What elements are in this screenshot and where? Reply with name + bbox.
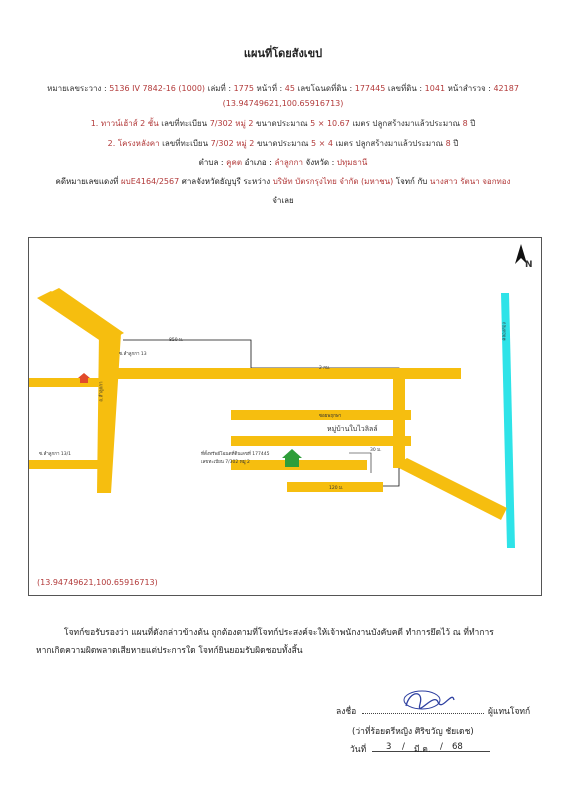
page-label: หน้าที่ : (256, 84, 283, 93)
building-1 (0, 117, 566, 130)
certify-para-2: หากเกิดความผิดพลาดเสียหายแต่ประการใด โจทก์ยินยอมรับผิดชอบทั้งสิ้น (36, 646, 303, 656)
coords-line: (13.94749621,100.65916713) (222, 99, 344, 108)
land-value: 1041 (424, 84, 446, 93)
building-2-size: 5 × 4 (310, 139, 333, 148)
dist-120m: 120 ม. (329, 486, 344, 491)
district-value: ลำลูกกา (274, 158, 303, 167)
building-2-t1: เลขที่ทะเบียน (162, 139, 209, 148)
building-1-reg: 7/302 หมู่ 2 (209, 119, 254, 128)
road-soi13-1 (29, 460, 105, 469)
date-day: 3 (386, 742, 392, 752)
soi-label: ซอยพฤกษา (319, 414, 342, 419)
signature-image (400, 686, 460, 714)
plaintiff: บริษัท บัตรกรุงไทย จำกัด (มหาชน) (272, 177, 394, 186)
road-village-2 (231, 436, 411, 446)
right-diagonal-road (395, 458, 507, 520)
district-label: อำเภอ : (244, 158, 272, 167)
map-coords: (13.94749621,100.65916713) (37, 578, 158, 587)
road-main-horizontal (107, 368, 461, 379)
road-main-label: ถ.ลำลูกกา (99, 381, 105, 402)
book-label: เล่มที่ : (207, 84, 232, 93)
book-value: 1775 (233, 84, 254, 93)
building-1-t4: ปี (470, 119, 476, 128)
dist-2km: 2 กม. (319, 366, 331, 371)
signer-name: (ว่าที่ร้อยตรีหญิง ศิริขวัญ ชัยเดช) (352, 727, 474, 737)
north-label: N (525, 260, 533, 270)
deed-no-label: หมายเลขระวาง : (47, 84, 107, 93)
survey-label: หน้าสำรวจ : (447, 84, 491, 93)
case-defendant-label: จำเลย (272, 196, 294, 205)
location-line (0, 156, 566, 169)
property-label-2: เลขทะเบียน 7/302 หมู่ 2 (201, 460, 250, 465)
road-left-stub (29, 378, 107, 387)
building-1-name: ทาวน์เฮ้าส์ 2 ชั้น (100, 119, 159, 128)
building-2-name: โครงหลังคา (117, 139, 160, 148)
sign-label: ลงชื่อ (336, 707, 357, 717)
case-t2: ศาลจังหวัดธัญบุรี ระหว่าง (181, 177, 271, 186)
deed-value: 177445 (354, 84, 386, 93)
deed-line (0, 82, 566, 95)
road-village-vertical (393, 378, 405, 468)
building-2-reg: 7/302 หมู่ 2 (210, 139, 255, 148)
building-2-t4: ปี (453, 139, 459, 148)
subdistrict-label: ตำบล : (198, 158, 224, 167)
property-label-1: ที่ตั้งทรัพย์โฉนดที่ดินเลขที่ 177445 (201, 452, 270, 457)
building-1-t2: ขนาดประมาณ (256, 119, 308, 128)
building-1-t3: เมตร ปลูกสร้างมาแล้วประมาณ (352, 119, 461, 128)
sign-role: ผู้แทนโจทก์ (488, 707, 531, 717)
building-2-years: 8 (445, 139, 451, 148)
subdistrict-value: คูคต (226, 158, 243, 167)
page-title: แผนที่โดยสังเขป (243, 47, 323, 60)
main-road-vertical (97, 333, 121, 493)
dist-30m: 30 ม. (370, 448, 382, 453)
deed-label: เลขโฉนดที่ดิน : (297, 84, 353, 93)
dist-850: 850 ม. (169, 338, 184, 343)
road-soi13-label: ซ.ลำลูกกา 13 (119, 352, 147, 357)
province-value: ปทุมธานี (336, 158, 368, 167)
case-no: ผบE4164/2567 (120, 177, 180, 186)
road-soi13-1-label: ซ.ลำลูกกา 13/1 (39, 452, 72, 457)
page-value: 45 (284, 84, 295, 93)
case-t3: โจทก์ กับ (395, 177, 428, 186)
map-frame (28, 237, 542, 596)
building-2-no: 2. (107, 139, 116, 148)
building-2-t3: เมตร ปลูกสร้างมาแล้วประมาณ (335, 139, 444, 148)
certify-para-1: โจทก์ขอรับรองว่า แผนที่ดังกล่าวข้างต้น ถูกต้องตามที่โจทก์ประสงค์จะให้เจ้าพนักงานบังคับคดี ทำการยึดไว้ ณ ที่ทำการ (64, 628, 494, 638)
building-1-no: 1. (90, 119, 99, 128)
building-1-t1: เลขที่ทะเบียน (161, 119, 208, 128)
case-line (0, 175, 566, 188)
survey-value: 42187 (493, 84, 519, 93)
canal-label: คลองสอง (502, 322, 508, 341)
date-month: มี.ค. (414, 745, 431, 755)
date-sep-2: / (440, 742, 443, 752)
date-sep-1: / (402, 742, 405, 752)
date-label: วันที่ (350, 745, 367, 755)
province-label: จังหวัด : (305, 158, 335, 167)
building-2 (0, 137, 566, 150)
building-1-size: 5 × 10.67 (310, 119, 350, 128)
date-year: 68 (452, 742, 463, 752)
building-1-years: 8 (462, 119, 468, 128)
defendant: นางสาว รัตนา จอกทอง (429, 177, 511, 186)
land-label: เลขที่ดิน : (387, 84, 423, 93)
landmark-icon (77, 372, 91, 384)
deed-no-value: 5136 IV 7842-16 (1000) (109, 84, 206, 93)
building-2-t2: ขนาดประมาณ (256, 139, 309, 148)
case-t1: คดีหมายเลขแดงที่ (55, 177, 119, 186)
house-icon (281, 448, 303, 468)
village-label: หมู่บ้านใบไวลิลล์ (327, 425, 378, 433)
